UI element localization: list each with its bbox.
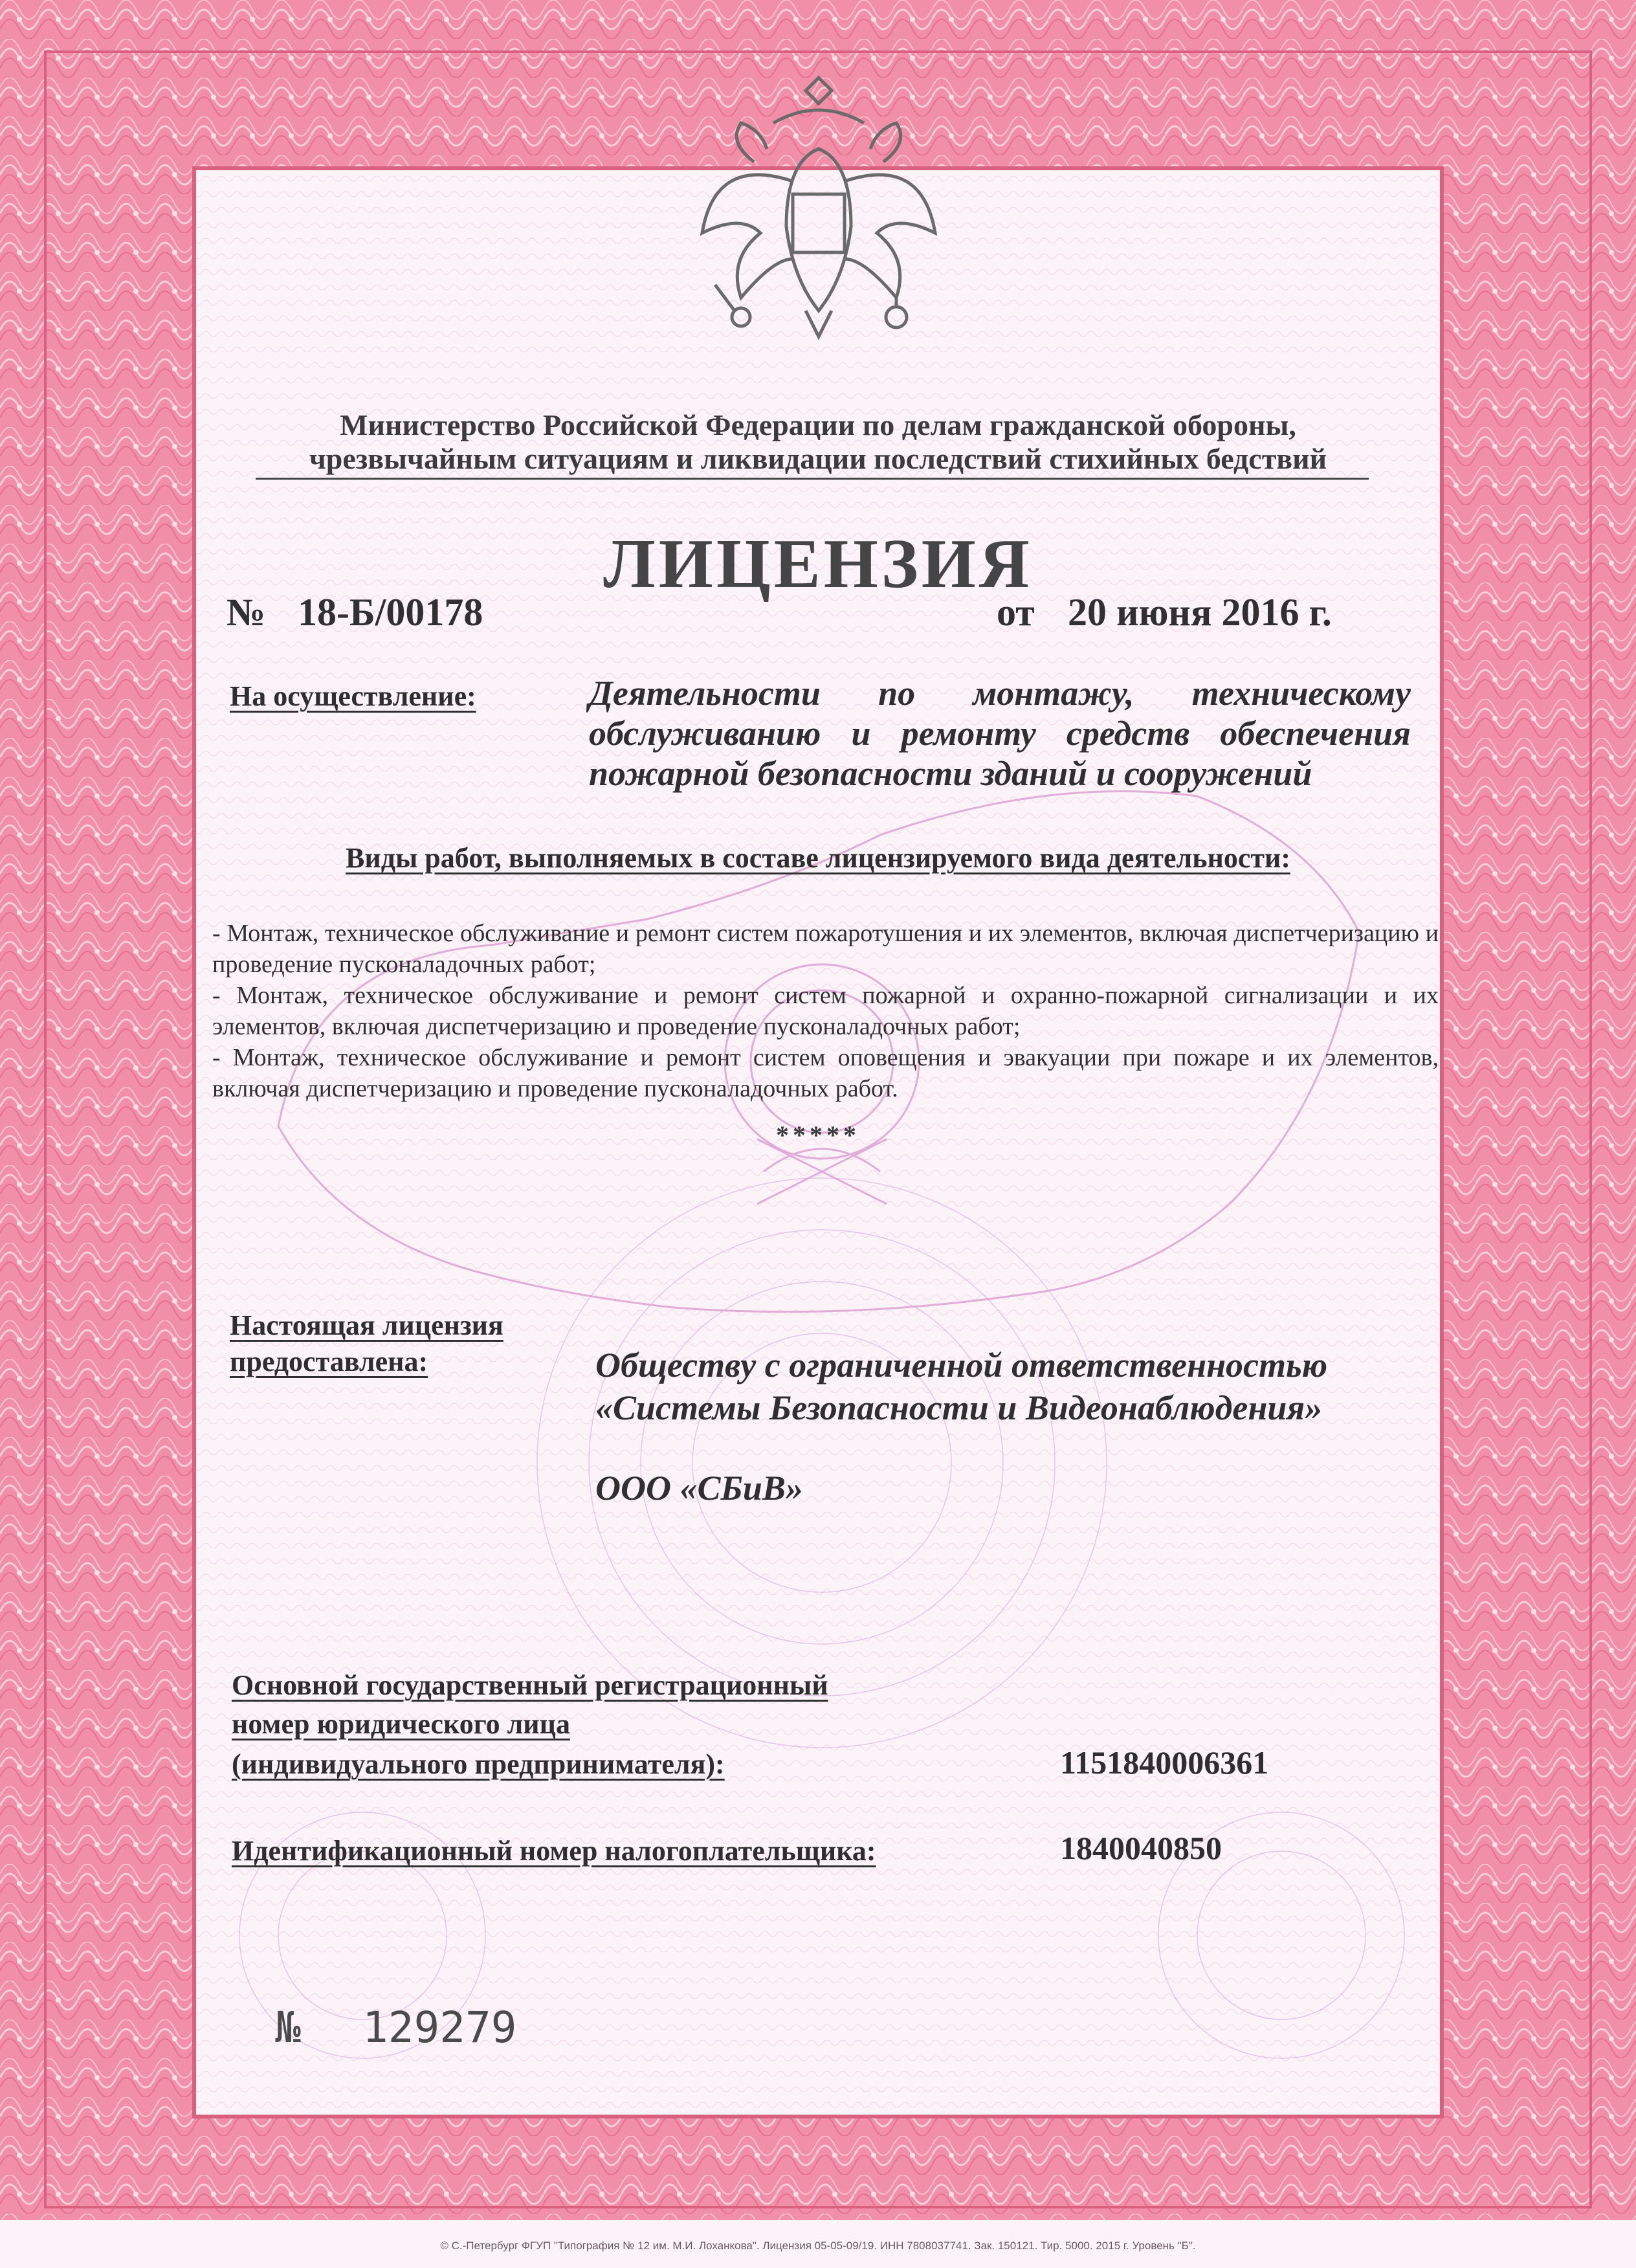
grantee-name-line-1: Обществу с ограниченной ответственностью — [595, 1346, 1328, 1384]
grantee-short-name: ООО «СБиВ» — [595, 1469, 803, 1507]
grantee-label-line-1: Настоящая лицензия — [230, 1309, 503, 1341]
license-number-label: № — [227, 591, 266, 634]
document-title: ЛИЦЕНЗИЯ — [603, 526, 1033, 603]
ogrn-label-line-3: (индивидуального предпринимателя): — [232, 1748, 725, 1780]
activity-line-2: обслуживанию и ремонту средств обеспечения — [589, 714, 1411, 753]
coat-of-arms-eagle-icon — [676, 65, 961, 350]
license-number: 18-Б/00178 — [298, 591, 483, 634]
form-serial-label: № — [275, 2003, 301, 2052]
works-separator: ***** — [776, 1120, 860, 1150]
activity-description — [589, 673, 1411, 794]
grantee-name-line-2: «Системы Безопасности и Видеонаблюдения» — [595, 1388, 1323, 1427]
activity-line-3: пожарной безопасности зданий и сооружений — [589, 754, 1312, 793]
works-item-2: - Монтаж, техническое обслуживание и ремонт систем пожарной и охранно-пожарной сигнализации и их элементов, включая диспетчеризацию и проведение пусконаладочных работ; — [212, 982, 1439, 1040]
works-item-1: - Монтаж, техническое обслуживание и ремонт систем пожаротушения и их элементов, включая диспетчеризацию и проведение пусконаладочных работ; — [212, 920, 1439, 978]
inn-label: Идентификационный номер налогоплательщика: — [232, 1835, 876, 1867]
printer-imprint: © С.-Петербург ФГУП "Типография № 12 им. М.И. Лоханкова". Лицензия 05-05-09/19. ИНН 7808037741. Зак. 150121. Тир. 5000. 2015 г. Уровень "Б". — [440, 2240, 1196, 2252]
activity-line-1: Деятельности по монтажу, техническому — [589, 674, 1411, 713]
ministry-name-line-1: Министерство Российской Федерации по делам гражданской обороны, — [340, 408, 1296, 441]
inn-value: 1840040850 — [1060, 1830, 1222, 1866]
ogrn-value: 1151840006361 — [1060, 1744, 1269, 1781]
ministry-underline — [256, 478, 1369, 480]
ministry-name-line-2: чрезвычайным ситуациям и ликвидации последствий стихийных бедствий — [309, 442, 1327, 475]
activity-label: На осуществление: — [230, 680, 476, 712]
ogrn-label-line-2: номер юридического лица — [232, 1708, 570, 1740]
form-serial-number: 129279 — [362, 2003, 517, 2052]
grantee-label-line-2: предоставлена: — [230, 1346, 428, 1377]
works-heading: Виды работ, выполняемых в составе лицензируемого вида деятельности: — [346, 842, 1290, 874]
license-date: 20 июня 2016 г. — [1068, 591, 1332, 634]
ogrn-label-line-1: Основной государственный регистрационный — [232, 1669, 828, 1701]
license-date-label: от — [997, 591, 1035, 634]
works-item-3: - Монтаж, техническое обслуживание и ремонт систем оповещения и эвакуации при пожаре и их элементов, включая диспетчеризацию и проведение пусконаладочных работ. — [212, 1044, 1439, 1102]
